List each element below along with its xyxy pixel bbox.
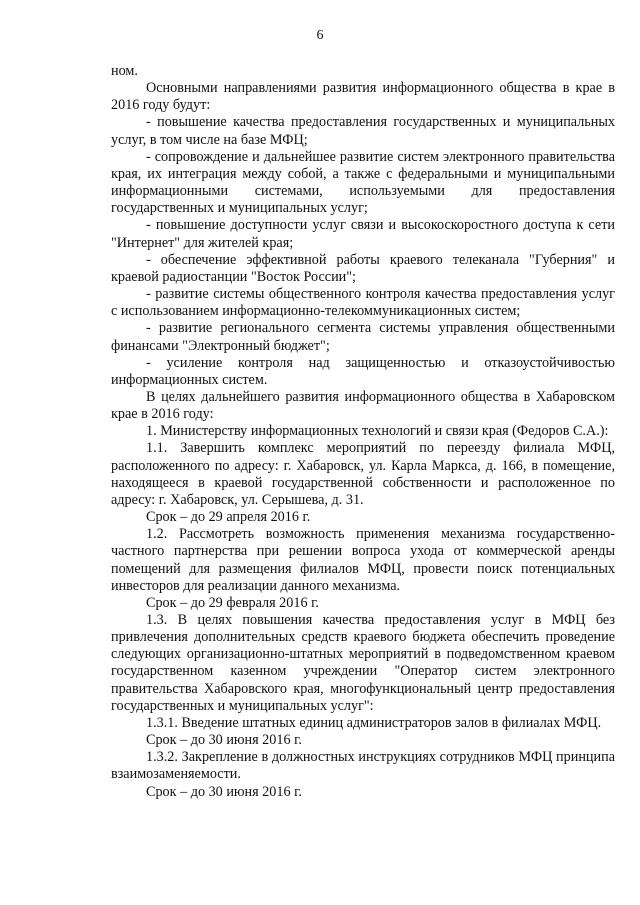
page-number: 6	[316, 28, 324, 43]
document-body	[111, 63, 615, 801]
clause-1-3-2: 1.3.2. Закрепление в должностных инструкциях сотрудников МФЦ принципа взаимозаменяемости.	[111, 749, 615, 783]
clause-1-3: 1.3. В целях повышения качества предоставления услуг в МФЦ без привлечения дополнительных средств краевого бюджета обеспечить проведение следующих организационно-штатных мероприятий в подведомственном краевом государственном казенном учреждении "Оператор систем электронного правительства Хабаровского края, многофункциональный центр предоставления государственных и муниципальных услуг":	[111, 612, 615, 714]
paragraph-goals: В целях дальнейшего развития информационного общества в Хабаровском крае в 2016 году:	[111, 388, 615, 423]
deadline: Срок – до 29 апреля 2016 г.	[146, 509, 311, 526]
paragraph-intro: Основными направлениями развития информационного общества в крае в 2016 году будут:	[111, 80, 615, 114]
deadline: Срок – до 29 февраля 2016 г.	[146, 594, 319, 611]
list-item: - развитие регионального сегмента системы управления общественными финансами "Электронный бюджет";	[111, 320, 615, 354]
deadline: Срок – до 30 июня 2016 г.	[146, 732, 302, 749]
clause-1-2: 1.2. Рассмотреть возможность применения механизма государственно-частного партнерства при решении вопроса ухода от коммерческой аренды помещений для размещения филиалов МФЦ, провести поиск потенциальных инвесторов для реализации данного механизма.	[111, 526, 615, 594]
list-item: - повышение качества предоставления государственных и муниципальных услуг, в том числе на базе МФЦ;	[111, 114, 615, 148]
clause-1-1: 1.1. Завершить комплекс мероприятий по переезду филиала МФЦ, расположенного по адресу: г. Хабаровск, ул. Карла Маркса, д. 166, в помещение, находящееся в краевой государственной собственности и расположенное по адресу: г. Хабаровск, ул. Серышева, д. 31.	[111, 440, 615, 508]
list-item: - усиление контроля над защищенностью и отказоустойчивостью информационных систем.	[111, 354, 615, 388]
clause-1-3-1: 1.3.1. Введение штатных единиц администраторов залов в филиалах МФЦ.	[146, 714, 602, 731]
list-item: - сопровождение и дальнейшее развитие систем электронного правительства края, их интеграция между собой, а также с федеральными и муниципальными информационными системами, используемыми для предоставления государственных и муниципальных услуг;	[111, 148, 615, 217]
clause-1: 1. Министерству информационных технологий и связи края (Федоров С.А.):	[146, 423, 609, 440]
list-item: - обеспечение эффективной работы краевого телеканала "Губерния" и краевой радиостанции "Восток России";	[111, 251, 615, 285]
paragraph-continuation: ном.	[111, 63, 138, 79]
list-item: - повышение доступности услуг связи и высокоскоростного доступа к сети "Интернет" для жителей края;	[111, 217, 615, 251]
list-item: - развитие системы общественного контроля качества предоставления услуг с использованием информационно-телекоммуникационных систем;	[111, 286, 615, 320]
deadline: Срок – до 30 июня 2016 г.	[146, 783, 302, 800]
